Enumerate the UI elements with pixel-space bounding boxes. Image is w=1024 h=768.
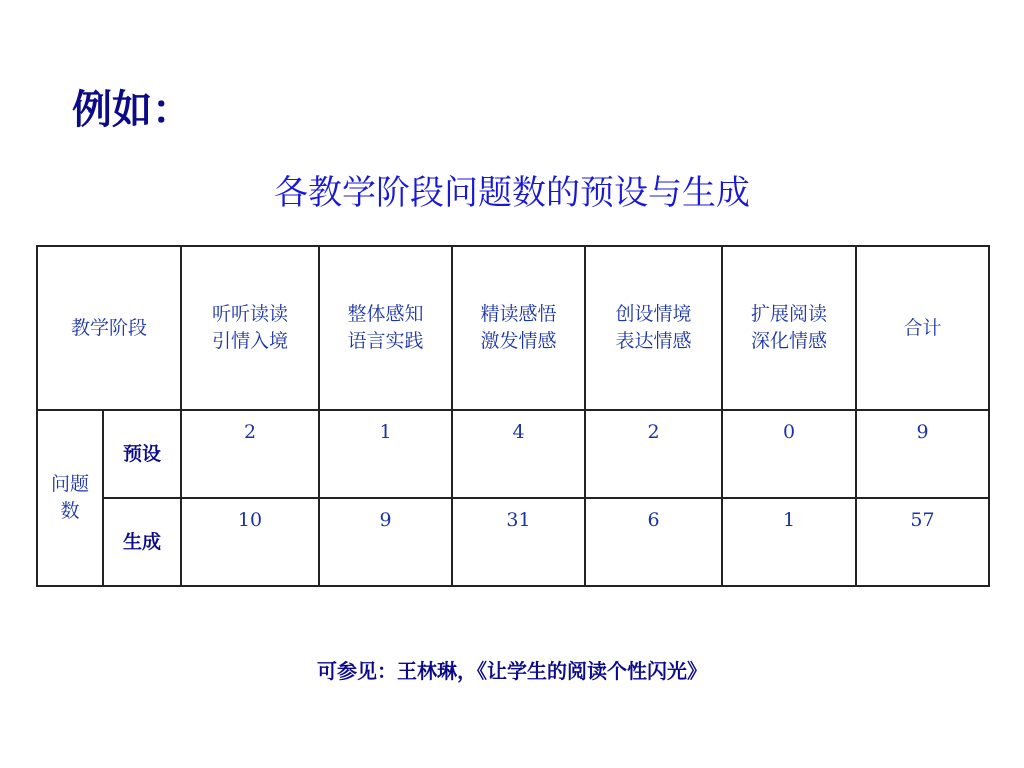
- table-cell: 4: [452, 410, 585, 498]
- column-header: 创设情境 表达情感: [585, 246, 722, 410]
- group-label: 问题 数: [37, 410, 103, 586]
- reference-note: 可参见：王林琳，《让学生的阅读个性闪光》: [317, 659, 707, 683]
- table-cell: 6: [585, 498, 722, 586]
- table-cell: 57: [856, 498, 989, 586]
- table-title: 各教学阶段问题数的预设与生成: [274, 173, 750, 213]
- header-row: [37, 246, 989, 410]
- table-cell: 31: [452, 498, 585, 586]
- table-cell: 9: [319, 498, 452, 586]
- table-cell: 1: [722, 498, 856, 586]
- table-row: [37, 410, 989, 498]
- column-header: 精读感悟 激发情感: [452, 246, 585, 410]
- row-label: 生成: [103, 498, 181, 586]
- column-header: 整体感知 语言实践: [319, 246, 452, 410]
- slide-heading: 例如：: [72, 86, 192, 133]
- column-header-total: 合计: [856, 246, 989, 410]
- table-cell: 2: [181, 410, 319, 498]
- table-row: [37, 498, 989, 586]
- table-cell: 0: [722, 410, 856, 498]
- data-table: [36, 245, 990, 587]
- row-label: 预设: [103, 410, 181, 498]
- table-cell: 2: [585, 410, 722, 498]
- table-cell: 1: [319, 410, 452, 498]
- column-header: 扩展阅读 深化情感: [722, 246, 856, 410]
- table-cell: 9: [856, 410, 989, 498]
- column-header: 听听读读 引情入境: [181, 246, 319, 410]
- corner-header: 教学阶段: [37, 246, 181, 410]
- table-cell: 10: [181, 498, 319, 586]
